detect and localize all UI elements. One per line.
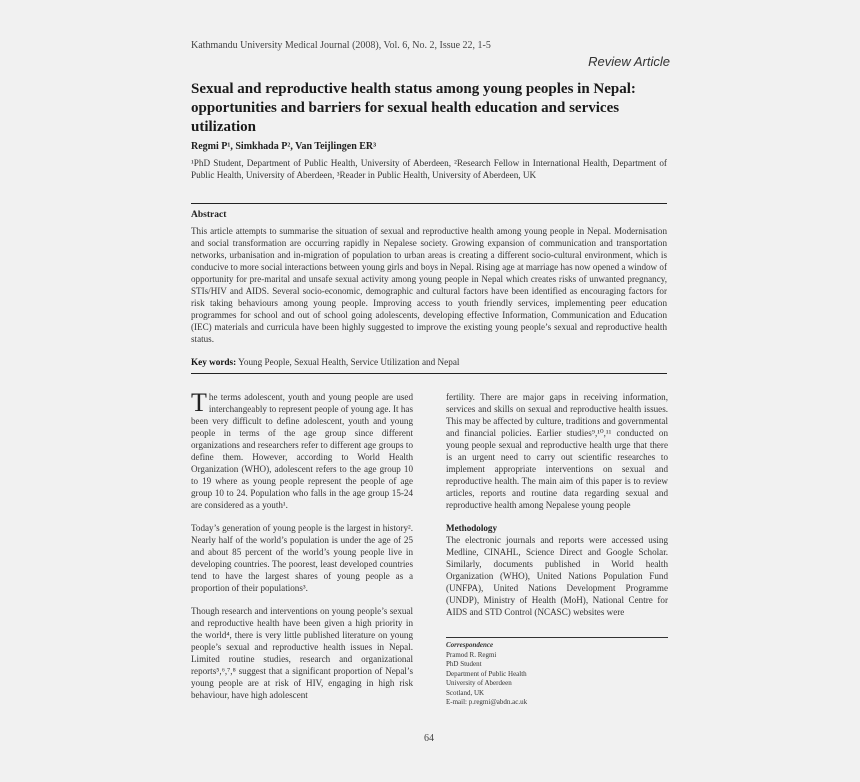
drop-cap: T xyxy=(191,388,207,417)
correspondence-line: Department of Public Health xyxy=(446,669,527,678)
paragraph-intro-text: he terms adolescent, youth and young people are used interchangeably to represent people of young age. It has been very difficult to define adolescent, youth and young people in terms of the age group since different organizations and researchers refer to different age groups to define them. However, according to World Health Organization (WHO), adolescent refers to the age group 10 to 19 where as young people represent the people of age group 10 to 24. Population who falls in the age group 15-24 are considered as a youth¹. xyxy=(191,392,413,510)
correspondence-line: PhD Student xyxy=(446,660,482,668)
abstract-top-rule xyxy=(191,203,667,204)
abstract-bottom-rule xyxy=(191,373,667,374)
page-number: 64 xyxy=(424,733,434,744)
keywords-text: Young People, Sexual Health, Service Utilization and Nepal xyxy=(238,357,460,367)
body-column-right xyxy=(446,391,668,629)
correspondence-block xyxy=(446,641,668,708)
methodology-heading: Methodology xyxy=(446,523,498,533)
correspondence-email: E-mail: p.regmi@abdn.ac.uk xyxy=(446,698,528,706)
article-authors: Regmi P¹, Simkhada P², Van Teijlingen ER³ xyxy=(191,141,377,152)
correspondence-heading: Correspondence xyxy=(446,641,494,649)
keywords-line xyxy=(191,357,667,367)
author-affiliations: ¹PhD Student, Department of Public Health, University of Aberdeen, ²Research Fellow in International Health, Department of Public Health, University of Aberdeen, ³Reader in Public Health, University of Aberdeen, UK xyxy=(191,158,667,180)
paragraph-intro xyxy=(191,388,413,511)
correspondence-line: University of Aberdeen xyxy=(446,679,512,687)
paragraph-research: Though research and interventions on young people’s sexual and reproductive health have been given a high priority in the world⁴, there is very little published literature on young people’s sexual and reproductive health issues in Nepal. Limited routine studies, research and organizational reports⁵,⁶,⁷,⁸ suggest that a significant proportion of Nepal’s young people are at risk of HIV, engaging in high risk behaviour, have high adolescent xyxy=(191,606,413,700)
abstract-heading: Abstract xyxy=(191,210,227,220)
body-column-left xyxy=(191,388,413,712)
paragraph-generation: Today’s generation of young people is the largest in history². Nearly half of the world’s population is under the age of 25 and about 85 percent of the world’s young people live in developing countries. The poorest, least developed countries tend to have the largest shares of young people as a proportion of their populations³. xyxy=(191,523,413,593)
article-title: Sexual and reproductive health status among young peoples in Nepal: opportunities and barriers for sexual health education and services utilization xyxy=(191,81,636,135)
paragraph-methodology: The electronic journals and reports were accessed using Medline, CINAHL, Science Direct and Google Scholar. Similarly, documents published in World health Organization (WHO), United Nations Population Fund (UNFPA), United Nations Development Programme (UNDP), Ministry of Health (MoH), National Centre for AIDS and STD Control (NCASC) websites were xyxy=(446,535,668,617)
journal-citation: Kathmandu University Medical Journal (2008), Vol. 6, No. 2, Issue 22, 1-5 xyxy=(191,40,491,51)
keywords-label: Key words: xyxy=(191,357,237,367)
paragraph-fertility: fertility. There are major gaps in receiving information, services and skills on sexual and reproductive health issues. This may be affected by culture, traditions and governmental and financial policies. Earlier studies⁹,¹⁰,¹¹ conducted on young people sexual and reproductive health urge that there is an urgent need to carry out scientific researches to implement appropriate interventions on sexual and reproductive health. The main aim of this paper is to review articles, reports and routine data regarding sexual and reproductive health among Nepalese young people xyxy=(446,392,668,510)
correspondence-rule xyxy=(446,637,668,638)
correspondence-line: Scotland, UK xyxy=(446,688,485,697)
abstract-text: This article attempts to summarise the situation of sexual and reproductive health among young people in Nepal. Modernisation and social transformation are occurring rapidly in Nepalese society. Growing expansion of communication and transportation networks, urbanisation and in-migration of population to urban areas is creating a different socio-cultural environment, which is conducive to more social interactions between young girls and boys in Nepal. Rising age at marriage has now opened a window of opportunity for pre-marital and unsafe sexual activity among young people in Nepal which creates risks of unwanted pregnancy, STIs/HIV and AIDS. Several socio-economic, demographic and cultural factors have been identified as encouraging factors for risk taking behaviours among young people. Improving access to youth friendly services, implementing peer education programmes for school and out of school going adolescents, developing effective Information, Communication and Education (IEC) materials and curricula have been highly suggested to improve the existing young people’s sexual and reproductive health status. xyxy=(191,226,667,344)
article-type-label: Review Article xyxy=(588,54,670,69)
correspondence-line: Pramod R. Regmi xyxy=(446,650,497,659)
